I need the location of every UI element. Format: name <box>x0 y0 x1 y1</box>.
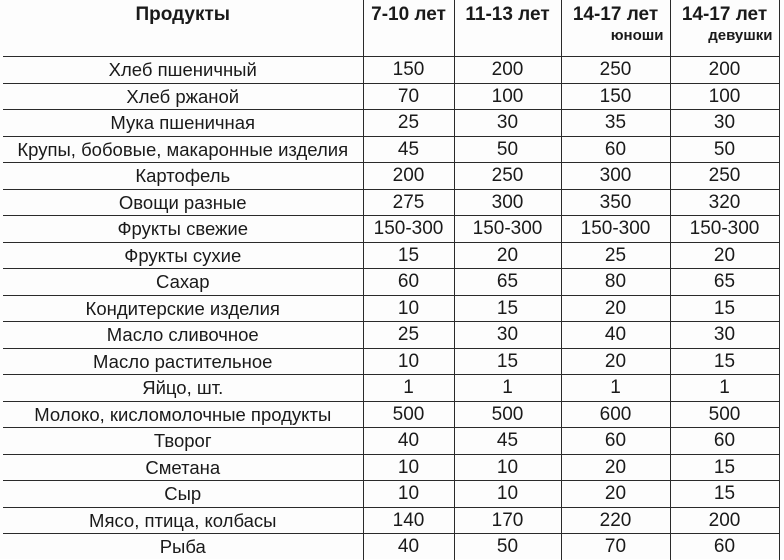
header-age-14-17-boys <box>561 0 670 57</box>
table-row <box>3 481 779 508</box>
product-name-cell: Картофель <box>3 163 363 190</box>
value-cell: 50 <box>454 534 561 560</box>
table-row <box>3 401 779 428</box>
value-cell: 20 <box>561 481 670 508</box>
product-name-cell: Масло растительное <box>3 348 363 375</box>
value-cell: 350 <box>561 189 670 216</box>
value-cell: 15 <box>670 454 779 481</box>
product-name-cell: Мясо, птица, колбасы <box>3 507 363 534</box>
value-cell: 275 <box>363 189 454 216</box>
product-name-cell: Крупы, бобовые, макаронные изделия <box>3 136 363 163</box>
value-cell: 30 <box>670 110 779 137</box>
header-age-14-17-girls <box>670 0 779 57</box>
value-cell: 200 <box>670 57 779 84</box>
header-age-label: 7-10 лет <box>371 4 446 25</box>
product-name-cell: Хлеб пшеничный <box>3 57 363 84</box>
product-name-cell: Рыба <box>3 534 363 560</box>
value-cell: 65 <box>670 269 779 296</box>
value-cell: 60 <box>363 269 454 296</box>
value-cell: 250 <box>454 163 561 190</box>
value-cell: 25 <box>561 242 670 269</box>
product-name-cell: Фрукты сухие <box>3 242 363 269</box>
value-cell: 15 <box>454 348 561 375</box>
value-cell: 100 <box>670 83 779 110</box>
table-row <box>3 269 779 296</box>
value-cell: 100 <box>454 83 561 110</box>
value-cell: 150-300 <box>454 216 561 243</box>
table-row <box>3 322 779 349</box>
value-cell: 35 <box>561 110 670 137</box>
table-row <box>3 57 779 84</box>
value-cell: 30 <box>670 322 779 349</box>
product-name-cell: Сахар <box>3 269 363 296</box>
value-cell: 15 <box>670 295 779 322</box>
value-cell: 1 <box>454 375 561 402</box>
value-cell: 600 <box>561 401 670 428</box>
table-row <box>3 163 779 190</box>
table-row <box>3 348 779 375</box>
product-name-cell: Сыр <box>3 481 363 508</box>
header-age-label: 14-17 лет <box>681 4 768 25</box>
header-product: Продукты <box>3 0 363 57</box>
value-cell: 45 <box>454 428 561 455</box>
value-cell: 200 <box>670 507 779 534</box>
value-cell: 150-300 <box>670 216 779 243</box>
value-cell: 80 <box>561 269 670 296</box>
value-cell: 10 <box>363 348 454 375</box>
value-cell: 15 <box>454 295 561 322</box>
value-cell: 30 <box>454 322 561 349</box>
header-row <box>3 0 779 57</box>
table-row <box>3 454 779 481</box>
header-group-label: юноши <box>610 27 664 44</box>
value-cell: 1 <box>670 375 779 402</box>
value-cell: 1 <box>561 375 670 402</box>
product-name-cell: Яйцо, шт. <box>3 375 363 402</box>
value-cell: 60 <box>670 534 779 560</box>
value-cell: 1 <box>363 375 454 402</box>
value-cell: 140 <box>363 507 454 534</box>
product-name-cell: Сметана <box>3 454 363 481</box>
value-cell: 150-300 <box>363 216 454 243</box>
product-name-cell: Фрукты свежие <box>3 216 363 243</box>
value-cell: 15 <box>363 242 454 269</box>
table-row <box>3 428 779 455</box>
value-cell: 300 <box>561 163 670 190</box>
value-cell: 60 <box>670 428 779 455</box>
value-cell: 150-300 <box>561 216 670 243</box>
value-cell: 20 <box>561 295 670 322</box>
table-header <box>3 0 779 57</box>
header-group-label: девушки <box>708 27 773 44</box>
product-name-cell: Молоко, кисломолочные продукты <box>3 401 363 428</box>
value-cell: 40 <box>561 322 670 349</box>
header-age-label: 11-13 лет <box>465 4 550 25</box>
value-cell: 200 <box>363 163 454 190</box>
value-cell: 20 <box>561 454 670 481</box>
value-cell: 200 <box>454 57 561 84</box>
table-row <box>3 242 779 269</box>
product-name-cell: Кондитерские изделия <box>3 295 363 322</box>
table-row <box>3 534 779 560</box>
value-cell: 10 <box>454 481 561 508</box>
value-cell: 10 <box>363 295 454 322</box>
value-cell: 220 <box>561 507 670 534</box>
food-norms-table <box>3 0 780 560</box>
value-cell: 25 <box>363 322 454 349</box>
header-age-label: 14-17 лет <box>572 4 659 25</box>
table-row <box>3 110 779 137</box>
value-cell: 50 <box>454 136 561 163</box>
value-cell: 170 <box>454 507 561 534</box>
table-row <box>3 83 779 110</box>
value-cell: 40 <box>363 428 454 455</box>
value-cell: 320 <box>670 189 779 216</box>
table-row <box>3 216 779 243</box>
product-name-cell: Мука пшеничная <box>3 110 363 137</box>
product-name-cell: Масло сливочное <box>3 322 363 349</box>
value-cell: 30 <box>454 110 561 137</box>
value-cell: 20 <box>670 242 779 269</box>
value-cell: 40 <box>363 534 454 560</box>
value-cell: 25 <box>363 110 454 137</box>
value-cell: 150 <box>363 57 454 84</box>
value-cell: 500 <box>670 401 779 428</box>
table-row <box>3 189 779 216</box>
value-cell: 150 <box>561 83 670 110</box>
value-cell: 300 <box>454 189 561 216</box>
table-body <box>3 57 779 560</box>
value-cell: 250 <box>561 57 670 84</box>
value-cell: 45 <box>363 136 454 163</box>
value-cell: 10 <box>363 454 454 481</box>
value-cell: 65 <box>454 269 561 296</box>
value-cell: 500 <box>454 401 561 428</box>
value-cell: 15 <box>670 348 779 375</box>
value-cell: 70 <box>363 83 454 110</box>
value-cell: 60 <box>561 136 670 163</box>
product-name-cell: Хлеб ржаной <box>3 83 363 110</box>
table-row <box>3 136 779 163</box>
table-row <box>3 507 779 534</box>
value-cell: 20 <box>454 242 561 269</box>
header-age-7-10 <box>363 0 454 57</box>
value-cell: 500 <box>363 401 454 428</box>
header-age-11-13 <box>454 0 561 57</box>
value-cell: 10 <box>454 454 561 481</box>
product-name-cell: Овощи разные <box>3 189 363 216</box>
value-cell: 60 <box>561 428 670 455</box>
table-row <box>3 295 779 322</box>
value-cell: 70 <box>561 534 670 560</box>
value-cell: 15 <box>670 481 779 508</box>
value-cell: 250 <box>670 163 779 190</box>
table-row <box>3 375 779 402</box>
product-name-cell: Творог <box>3 428 363 455</box>
value-cell: 50 <box>670 136 779 163</box>
value-cell: 10 <box>363 481 454 508</box>
value-cell: 20 <box>561 348 670 375</box>
